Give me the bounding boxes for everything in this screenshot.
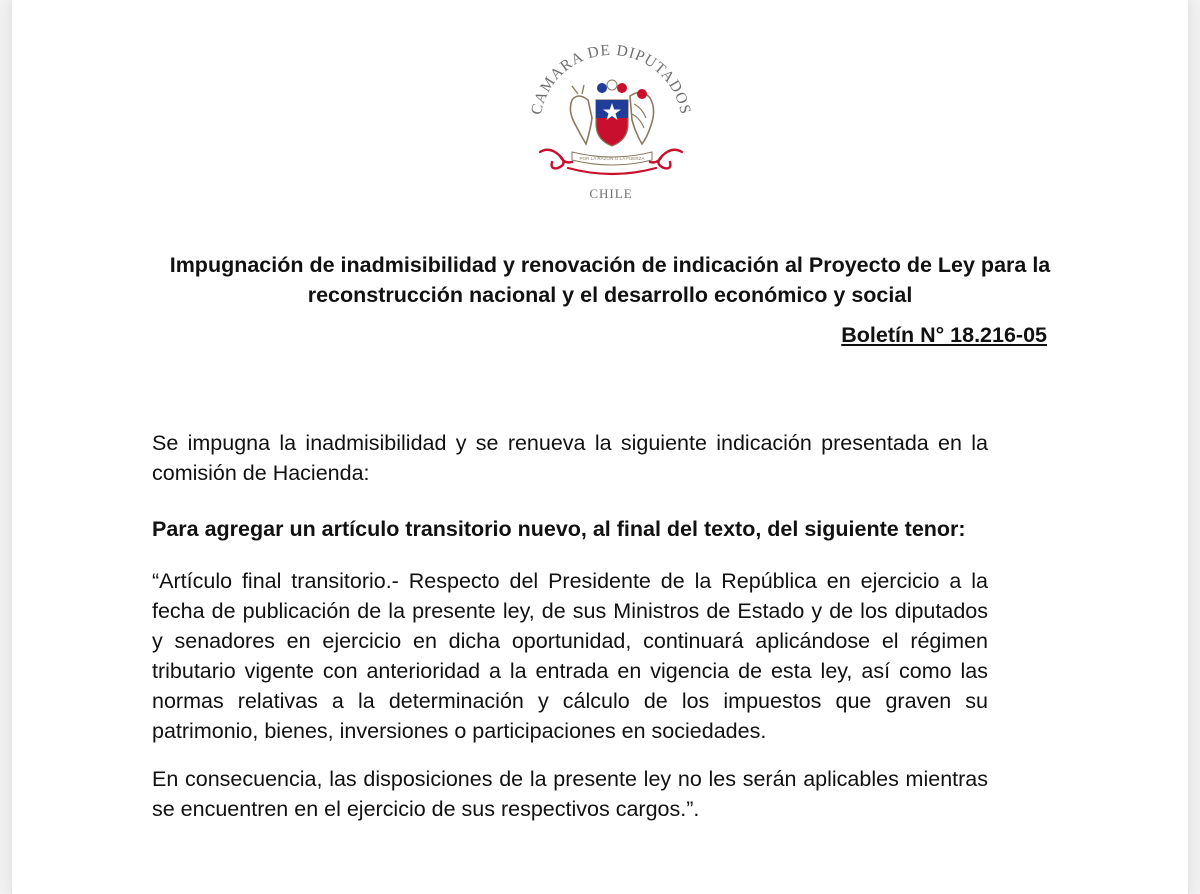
- seal-bottom-text: CHILE: [589, 186, 633, 201]
- coat-of-arms-icon: [526, 44, 696, 206]
- section-heading: Para agregar un artículo transitorio nuevo, al final del texto, del siguiente tenor:: [152, 517, 966, 541]
- seal-arc-text: CAMARA DE DIPUTADOS: [527, 44, 695, 117]
- article-paragraph: “Artículo final transitorio.- Respecto del Presidente de la República en ejercicio a la fecha de publicación de la presente ley, de sus Ministros de Estado y de los diputados y senadores en ejercicio en dicha oportunidad, continuará aplicándose el régimen tributario vigente con anterioridad a la entrada en vigencia de esta ley, así como las normas relativas a la determinación y cálculo de los impuestos que graven su patrimonio, bienes, inversiones o participaciones en sociedades.: [152, 569, 988, 743]
- seal-motto: POR LA RAZON O LA FUERZA: [579, 156, 645, 161]
- intro-paragraph: Se impugna la inadmisibilidad y se renueva la siguiente indicación presentada en la comisión de Hacienda:: [152, 431, 988, 485]
- boletin-number: Boletín N° 18.216-05: [841, 323, 1047, 347]
- document-title: Impugnación de inadmisibilidad y renovación de indicación al Proyecto de Ley para la reconstrucción nacional y el desarrollo económico y social: [169, 253, 1051, 307]
- camara-de-diputados-seal: [526, 44, 696, 206]
- consequence-paragraph: En consecuencia, las disposiciones de la presente ley no les serán aplicables mientras se encuentren en el ejercicio de sus respectivos cargos.”.: [152, 767, 988, 821]
- document-page: [12, 0, 1188, 894]
